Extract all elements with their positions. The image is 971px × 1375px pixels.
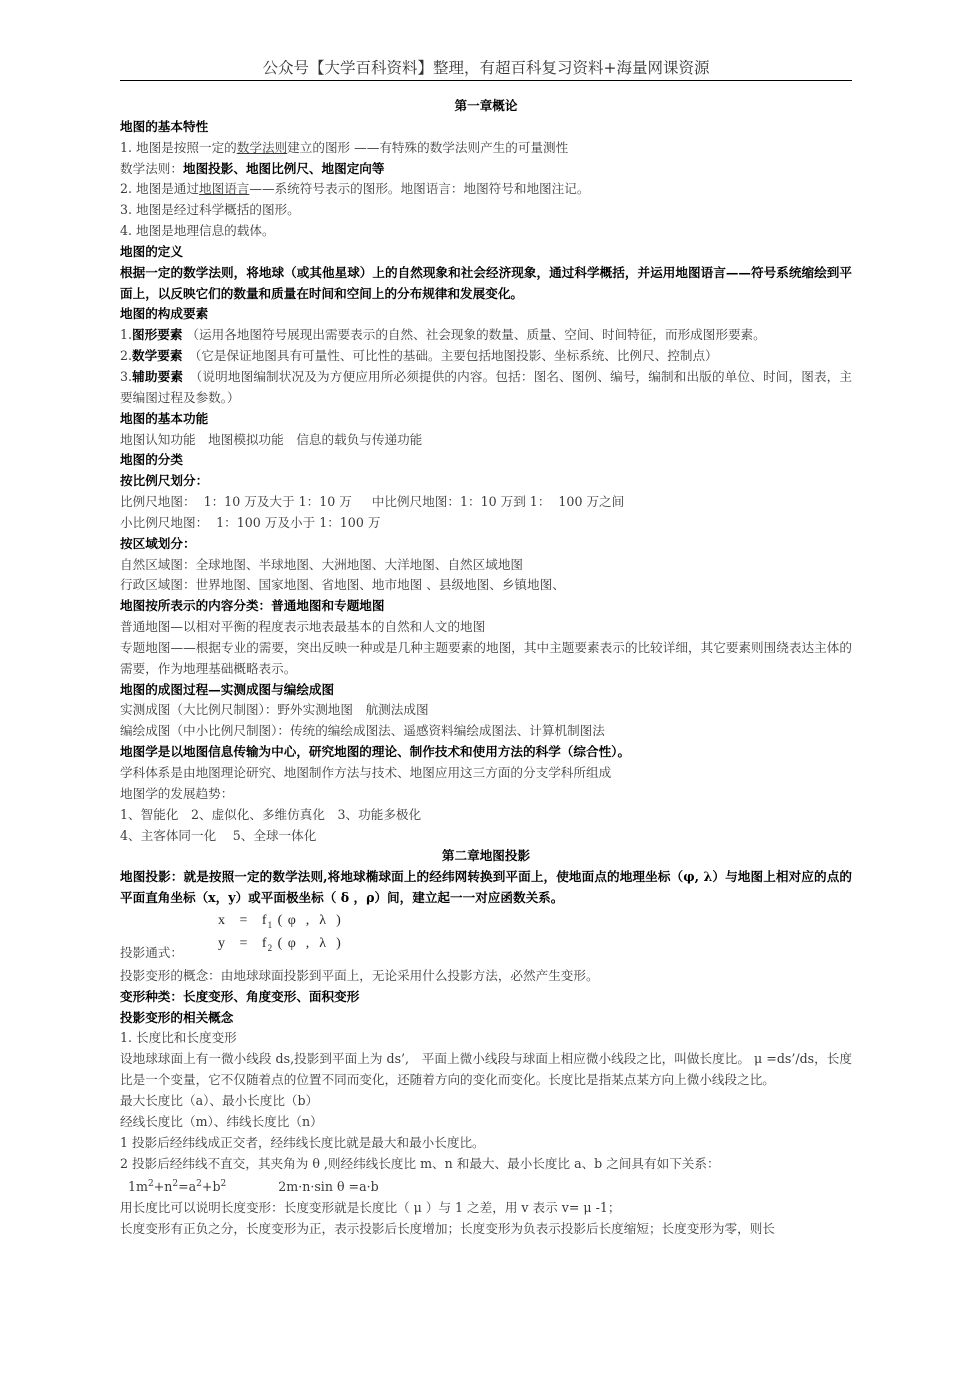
section-heading: 地图的基本功能 — [120, 410, 209, 426]
paragraph: 设地球球面上有一微小线段 ds,投影到平面上为 ds’, 平面上微小线段与球面上相应微小线段之比，叫做长度比。 μ =ds’/ds，长度比是一个变量，它不仅随着点的位置不同而变化，还随着方向的变化而变化。长度比是指某点某方向上微小线段之比。 — [120, 1051, 852, 1088]
paragraph: 1. 地图是按照一定的数学法则建立的图形 ——有特殊的数学法则产生的可量测性 — [120, 139, 569, 155]
paragraph: 地图学的发展趋势： — [120, 785, 234, 801]
formula-x: $x = f_1$ ( φ , λ ) — [218, 912, 342, 930]
paragraph: 4. 地图是地理信息的载体。 — [120, 223, 275, 239]
document-body — [120, 96, 852, 1240]
section-heading: 按区域划分： — [120, 535, 196, 551]
paragraph: 数学法则：地图投影、地图比例尺、地图定向等 — [120, 160, 385, 176]
paragraph: 1 投影后经纬线成正交者，经纬线长度比就是最大和最小长度比。 — [120, 1134, 485, 1150]
projection-formula — [120, 909, 852, 966]
paragraph: 小比例尺地图： 1：100 万及小于 1：100 万 — [120, 514, 381, 530]
page-header: 公众号【大学百科资料】整理，有超百科复习资料+海量网课资源 — [262, 59, 710, 77]
paragraph: 最大长度比（a）、最小长度比（b） — [120, 1092, 319, 1108]
paragraph: 专题地图——根据专业的需要，突出反映一种或是几种主题要素的地图，其中主题要素表示的比较详细，其它要素则围绕表达主体的需要，作为地理基础概略表示。 — [120, 639, 852, 676]
paragraph: 编绘成图（中小比例尺制图）：传统的编绘成图法、遥感资料编绘成图法、计算机制图法 — [120, 723, 605, 739]
paragraph: 普通地图—以相对平衡的程度表示地表最基本的自然和人文的地图 — [120, 619, 486, 635]
section-heading: 地图学是以地图信息传输为中心，研究地图的理论、制作技术和使用方法的科学（综合性）。 — [120, 744, 631, 760]
paragraph: 2.数学要素 （它是保证地图具有可量性、可比性的基础。主要包括地图投影、坐标系统、比例尺、控制点） — [120, 348, 718, 364]
chapter-2-title: 第二章地图投影 — [441, 848, 531, 864]
paragraph: 1、智能化 2、虚似化、多维仿真化 3、功能多极化 — [120, 806, 422, 822]
paragraph: 1.图形要素 （运用各地图符号展现出需要表示的自然、社会现象的数量、质量、空间、时间特征，而形成图形要素。 — [120, 327, 766, 343]
section-heading: 地图的基本特性 — [120, 118, 209, 134]
formula-label: 投影通式： — [120, 944, 183, 960]
paragraph: 1. 长度比和长度变形 — [120, 1030, 237, 1046]
paragraph: 比例尺地图： 1：10 万及大于 1：10 万 中比例尺地图：1：10 万到 1： 100 万之间 — [120, 494, 625, 510]
section-heading: 地图按所表示的内容分类：普通地图和专题地图 — [120, 598, 385, 614]
paragraph: 自然区域图：全球地图、半球地图、大洲地图、大洋地图、自然区域地图 — [120, 556, 523, 572]
section-heading: 变形种类：长度变形、角度变形、面积变形 — [120, 988, 360, 1004]
paragraph: 行政区域图：世界地图、国家地图、省地图、地市地图 、县级地图、乡镇地图、 — [120, 577, 565, 593]
section-heading: 地图的分类 — [120, 452, 183, 468]
formula-y: $y = f_2$ ( φ , λ ) — [218, 935, 342, 953]
projection-definition: 地图投影：就是按照一定的数学法则,将地球椭球面上的经纬网转换到平面上，使地面点的地理坐标（φ, λ）与地图上相对应的点的平面直角坐标（x，y）或平面极坐标（ δ ，ρ）间，建立起一一对应函数关系。 — [120, 869, 852, 906]
paragraph: 2 投影后经纬线不直交，其夹角为 θ ,则经纬线长度比 m、n 和最大、最小长度比 a、b 之间具有如下关系： — [120, 1155, 720, 1171]
paragraph: 长度变形有正负之分，长度变形为正，表示投影后长度增加；长度变形为负表示投影后长度缩短；长度变形为零，则长 — [120, 1221, 775, 1237]
map-definition: 根据一定的数学法则，将地球（或其他星球）上的自然现象和社会经济现象，通过科学概括，并运用地图语言——符号系统缩绘到平面上，以反映它们的数量和质量在时间和空间上的分布规律和发展变化。 — [120, 264, 852, 301]
paragraph: 用长度比可以说明长度变形：长度变形就是长度比（ μ ）与 1 之差，用 v 表示 v= μ -1； — [120, 1200, 621, 1216]
section-heading: 投影变形的相关概念 — [120, 1009, 234, 1025]
header-rule — [120, 80, 852, 81]
paragraph: 实测成图（大比例尺制图）：野外实测地图 航测法成图 — [120, 702, 429, 718]
paragraph: 3. 地图是经过科学概括的图形。 — [120, 202, 300, 218]
paragraph: 2. 地图是通过地图语言——系统符号表示的图形。地图语言：地图符号和地图注记。 — [120, 181, 590, 197]
paragraph: 地图认知功能 地图模拟功能 信息的载负与传递功能 — [120, 431, 423, 447]
section-heading: 按比例尺划分： — [120, 473, 209, 489]
chapter-1-title: 第一章概论 — [454, 98, 518, 113]
paragraph: 3.辅助要素 （说明地图编制状况及为方便应用所必须提供的内容。包括：图名、图例、编号，编制和出版的单位、时间，图表，主要编图过程及参数。） — [120, 368, 853, 405]
section-heading: 地图的成图过程—实测成图与编绘成图 — [120, 681, 335, 697]
section-heading: 地图的构成要素 — [120, 306, 209, 322]
equation-line: $1m^2+n^2=a^2+b^2$ 2m·n·sin θ =a·b — [128, 1179, 379, 1195]
section-heading: 地图的定义 — [120, 243, 183, 259]
paragraph: 学科体系是由地图理论研究、地图制作方法与技术、地图应用这三方面的分支学科所组成 — [120, 765, 612, 780]
paragraph: 投影变形的概念：由地球球面投影到平面上，无论采用什么投影方法，必然产生变形。 — [120, 967, 599, 983]
paragraph: 4、主客体同一化 5、全球一体化 — [120, 827, 317, 843]
paragraph: 经线长度比（m）、纬线长度比（n） — [120, 1113, 323, 1129]
